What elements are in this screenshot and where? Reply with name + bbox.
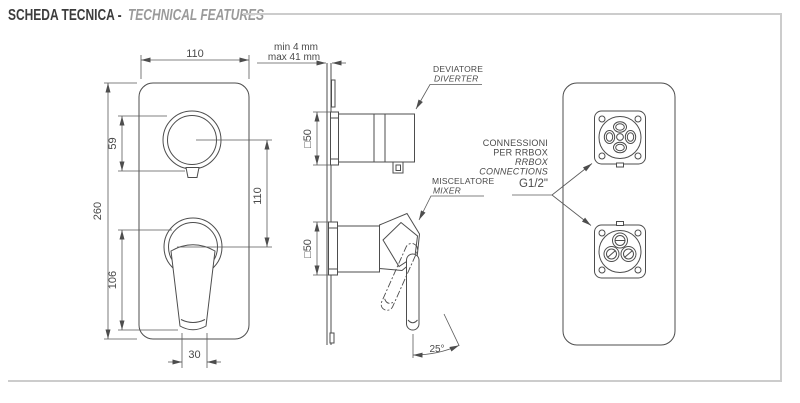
mixer-lever bbox=[171, 245, 215, 330]
diverter-leader bbox=[416, 85, 482, 110]
diverter-label-en: DIVERTER bbox=[434, 73, 479, 84]
mixer-leader bbox=[419, 196, 484, 220]
svg-text:SCHEDA TECNICA - TECHNIC bbox=[8, 5, 265, 23]
top-fixture-plate bbox=[595, 111, 646, 164]
diverter-side-view bbox=[331, 112, 415, 173]
lever-angle-value: 25° bbox=[429, 344, 445, 355]
connections-leader-bottom bbox=[552, 195, 591, 226]
dim-plate-height bbox=[92, 83, 137, 339]
connections-line1: CONNESSIONI bbox=[482, 138, 548, 148]
mixer-lever-side bbox=[407, 254, 420, 330]
mixer-label-en: MIXER bbox=[433, 185, 461, 196]
mixer-escutcheon-section bbox=[329, 222, 338, 275]
front-view bbox=[92, 48, 272, 368]
diverter-tab-side bbox=[393, 162, 403, 173]
dim-plate-width-value: 110 bbox=[186, 48, 204, 60]
diverter-callout bbox=[416, 64, 483, 109]
dim-plate-height-value: 260 bbox=[92, 201, 104, 221]
bottom-fixture-tab bbox=[617, 222, 624, 226]
connections-thread-size: G1/2" bbox=[518, 178, 548, 190]
diverter-label-it: DEVIATORE bbox=[433, 64, 484, 74]
mixer-side-view bbox=[329, 214, 420, 331]
dim-lever-width bbox=[168, 333, 221, 368]
rear-view bbox=[563, 83, 675, 345]
page-title bbox=[8, 5, 265, 23]
mixer-callout bbox=[419, 176, 494, 220]
diverter-tab bbox=[186, 168, 199, 178]
mixer-body bbox=[338, 226, 380, 272]
diverter-escutcheon-section bbox=[331, 112, 339, 165]
wall-section bbox=[327, 63, 331, 345]
side-view bbox=[257, 42, 494, 358]
content-frame bbox=[8, 14, 781, 381]
wall-lower-edge bbox=[330, 333, 334, 343]
title-italian: SCHEDA TECNICA - bbox=[8, 5, 122, 24]
wall-min-value: min 4 mm bbox=[274, 42, 318, 53]
dim-lever-height bbox=[107, 230, 178, 330]
dim-diverter-plate bbox=[302, 112, 330, 165]
wall-thickness-note bbox=[257, 42, 346, 63]
dim-diverter-plate-value: □50 bbox=[302, 129, 314, 148]
dim-mixer-plate bbox=[302, 222, 328, 275]
wall-max-value: max 41 mm bbox=[267, 52, 321, 63]
connections-leader-top bbox=[552, 164, 592, 196]
lever-angle-annotation bbox=[413, 314, 459, 358]
mixer-handle-front bbox=[164, 218, 222, 330]
diverter-connection-rear bbox=[595, 111, 646, 167]
connections-line2: PER RRBOX bbox=[493, 147, 548, 158]
mixer-label-it: MISCELATORE bbox=[432, 176, 495, 186]
title-english: TECHNICAL FEATURES bbox=[127, 5, 265, 24]
connections-callout bbox=[479, 138, 592, 226]
dim-lever-height-value: 106 bbox=[107, 270, 119, 290]
connections-line4: CONNECTIONS bbox=[479, 166, 548, 177]
dim-centers-distance-value: 110 bbox=[252, 187, 264, 205]
dim-diverter-height-value: 59 bbox=[107, 137, 119, 150]
connections-line3: RRBOX bbox=[514, 157, 548, 167]
dim-plate-width bbox=[141, 48, 249, 79]
diverter-body bbox=[339, 114, 415, 162]
mixer-connection-rear bbox=[595, 222, 646, 279]
diverter-knob-front bbox=[163, 111, 221, 178]
dim-lever-width-value: 30 bbox=[188, 349, 201, 361]
dim-mixer-plate-value: □50 bbox=[302, 239, 314, 258]
dim-centers-distance bbox=[177, 140, 272, 247]
wall-upper-edge bbox=[332, 80, 336, 107]
top-fixture-tab bbox=[617, 163, 624, 167]
